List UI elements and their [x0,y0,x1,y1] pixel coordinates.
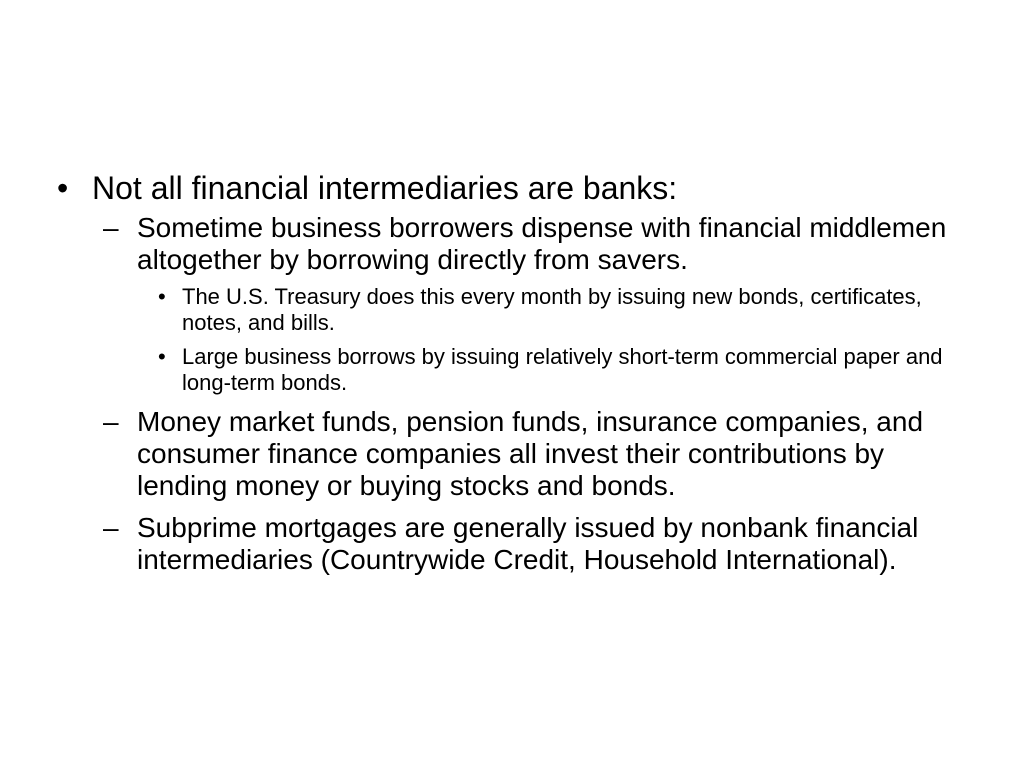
dash-marker: – [103,212,119,243]
bullet-level2-text: Money market funds, pension funds, insurance companies, and consumer finance companies all invest their contributions by lending money or buying stocks and bonds. [137,406,924,501]
bullet-marker: • [57,170,69,206]
bullet-level3-text: The U.S. Treasury does this every month by issuing new bonds, certificates, notes, and bills. [182,284,922,335]
bullet-level2 [103,212,957,276]
bullet-level3 [155,344,957,396]
bullet-level2-text: Subprime mortgages are generally issued by nonbank financial intermediaries (Countrywide Credit, Household International). [137,512,919,575]
bullet-level3-text: Large business borrows by issuing relatively short-term commercial paper and long-term bonds. [182,344,943,395]
bullet-level2 [103,406,957,502]
dash-marker: – [103,512,119,543]
bullet-level1-text: Not all financial intermediaries are banks: [92,170,678,206]
bullet-marker: • [158,284,166,309]
slide-body [57,170,957,586]
bullet-level1 [57,170,957,207]
bullet-level3-group [57,284,957,396]
bullet-level2-text: Sometime business borrowers dispense with financial middlemen altogether by borrowing directly from savers. [137,212,947,275]
bullet-level3 [155,284,957,336]
bullet-level2 [103,512,957,576]
dash-marker: – [103,406,119,437]
bullet-marker: • [158,344,166,369]
